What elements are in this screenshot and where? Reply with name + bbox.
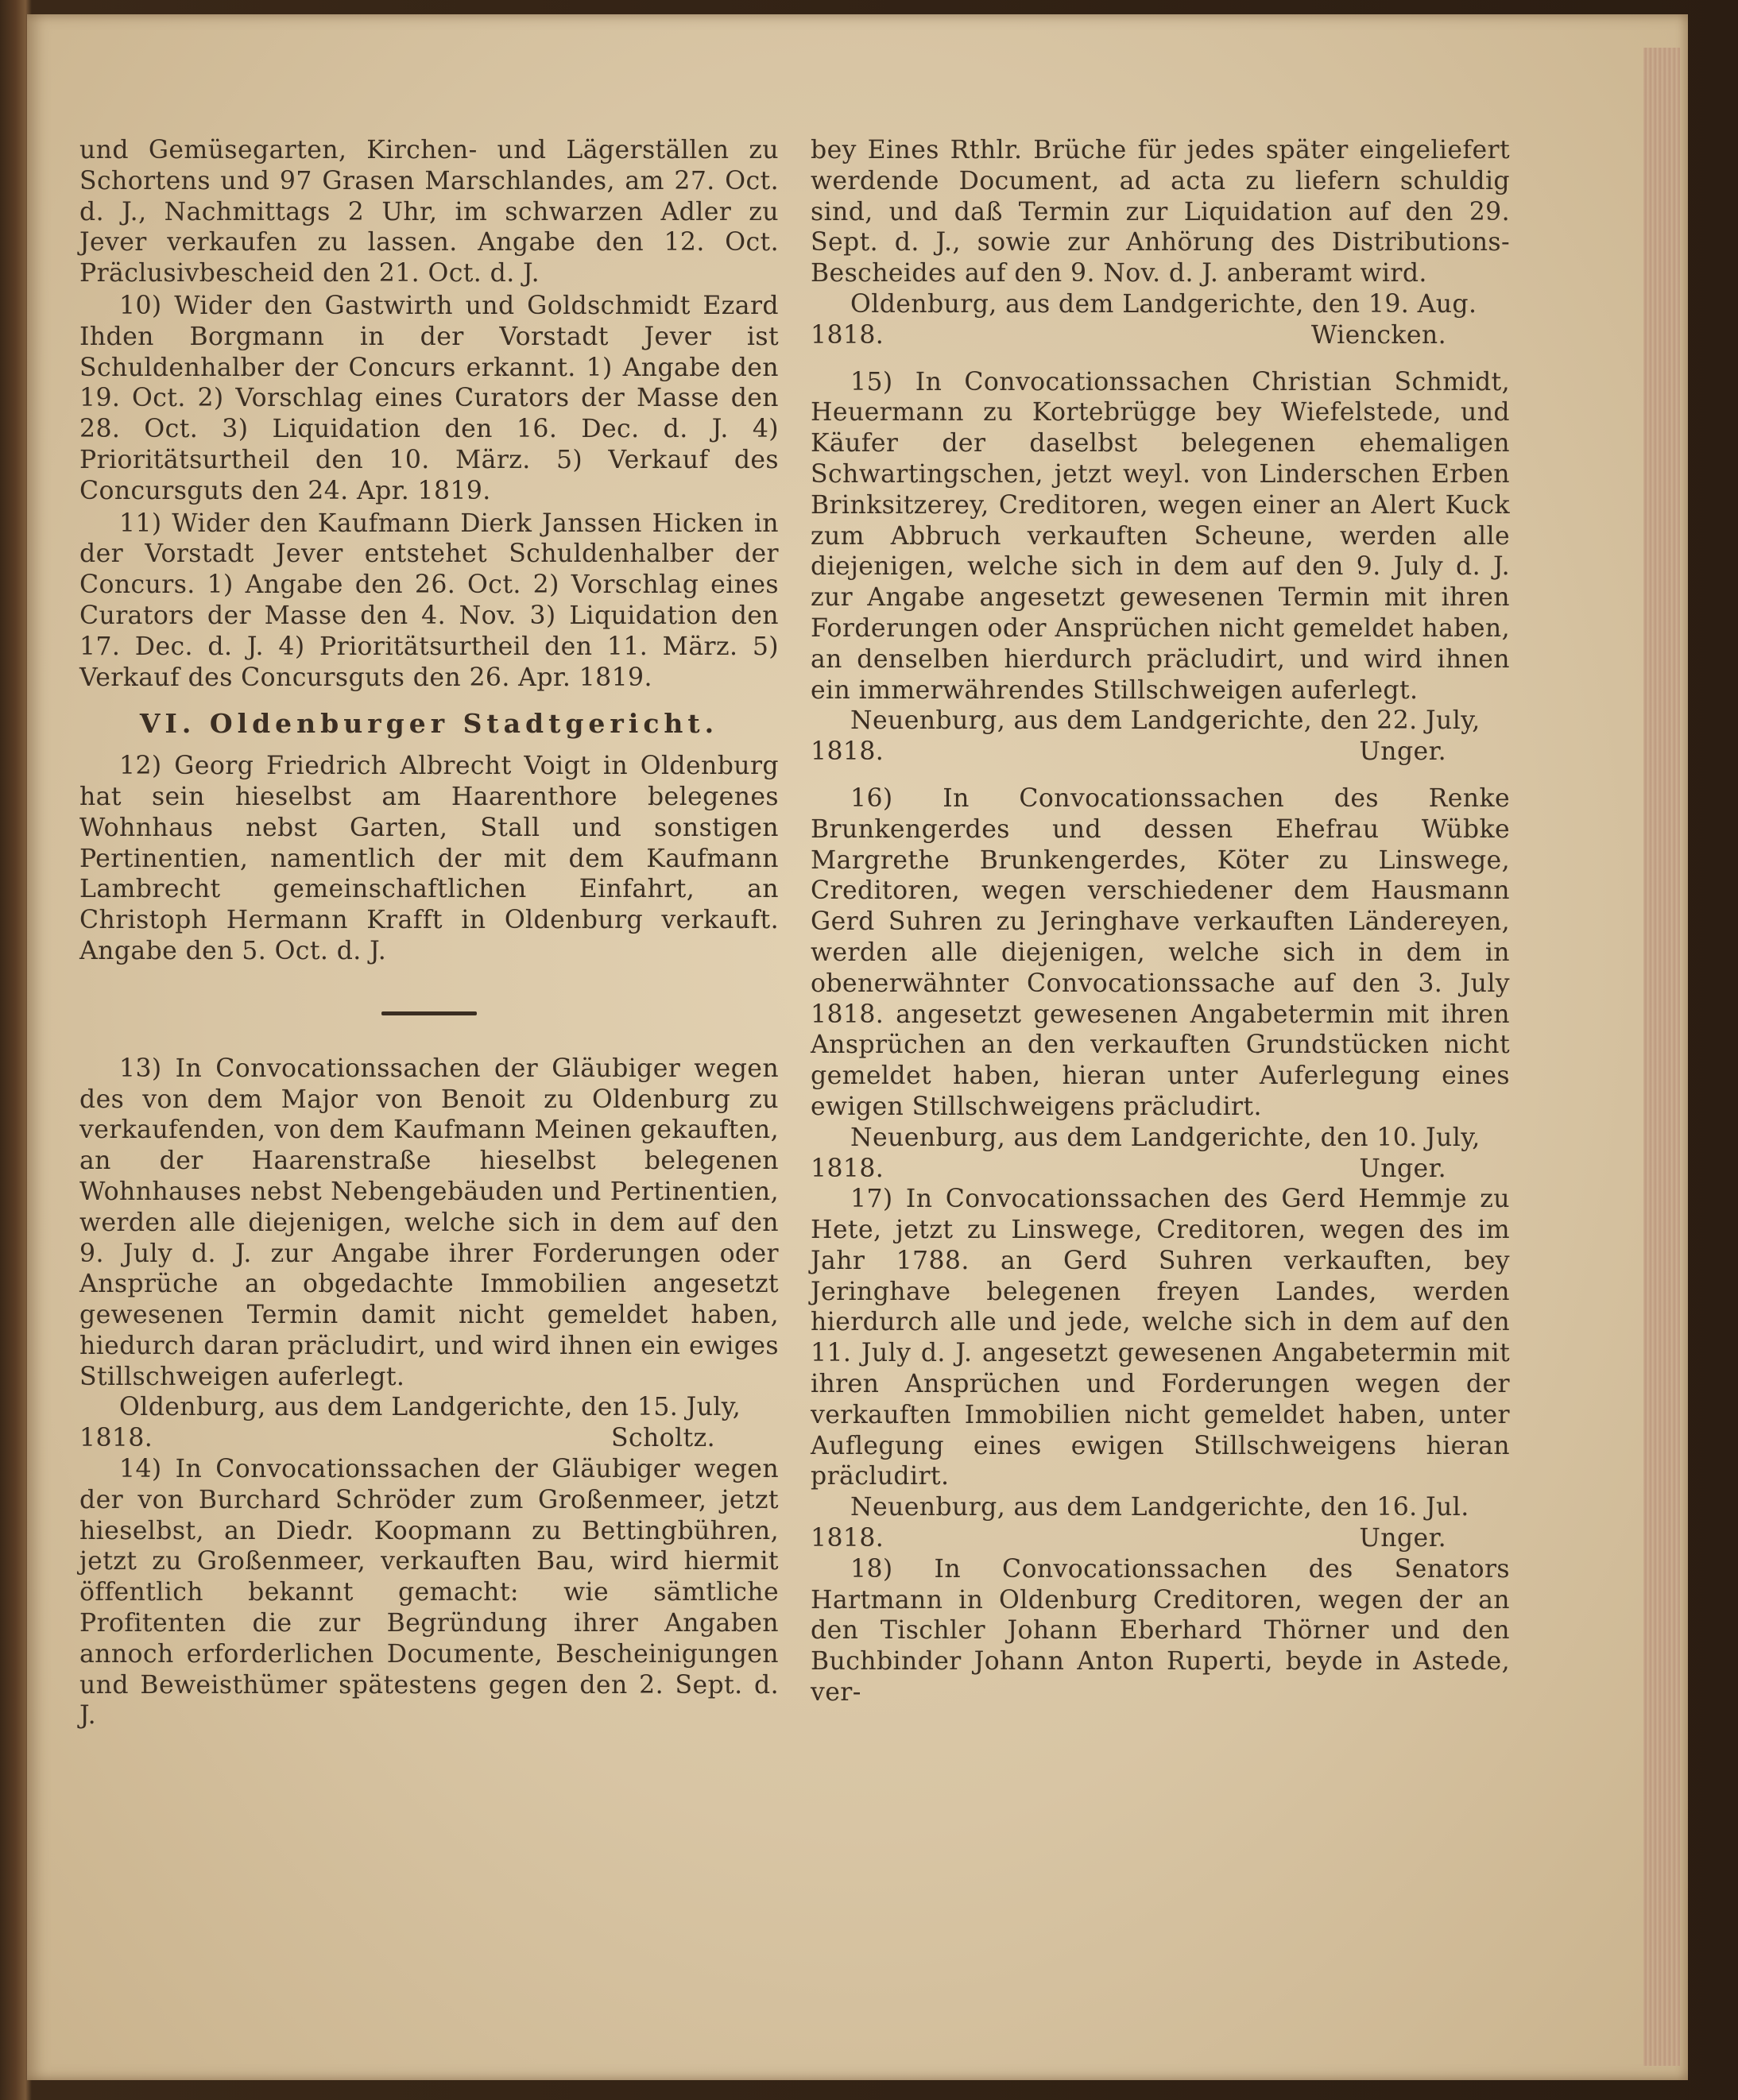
paragraph-15: 15) In Convocationssachen Christian Schmidt, Heuermann zu Kortebrügge bey Wiefelstede, und Käufer der daselbst belegenen ehemaligen Schwartingschen, jetzt weyl. von Linderschen Erben Brinksitzerey, Creditoren, wegen einer an Alert Kuck zum Abbruch verkauften Scheune, werden alle diejenigen, welche sich in dem auf den 9. July d. J. zur Angabe angesetzt gewesenen Termin mit ihren Forderungen oder Ansprüchen nicht gemeldet haben, an denselben hierdurch präcludirt, und wird ihnen ein immerwährendes Stillschweigen auferlegt. — [811, 367, 1510, 705]
signature-year-13: 1818. — [79, 1424, 153, 1453]
signature-place-15: Neuenburg, aus dem Landgerichte, den 22. July, — [850, 706, 1481, 736]
signature-name-14: Wiencken. — [1310, 320, 1446, 350]
paragraph-16: 16) In Convocationssachen des Renke Brunkengerdes und dessen Ehefrau Wübke Margrethe Brunkengerdes, Köter zu Linswege, Creditoren, wegen verschiedener dem Hausmann Gerd Suhren zu Jeringhave verkauften Ländereyen, werden alle diejenigen, welche sich in dem in obenerwähnter Convocationssache auf den 3. July 1818. angesetzt gewesenen Angabetermin mit ihren Ansprüchen an den verkauften Grundstücken nicht gemeldet haben, hieran unter Auferlegung eines ewigen Stillschweigens präcludirt. — [811, 783, 1510, 1121]
signature-place-14: Oldenburg, aus dem Landgerichte, den 19. Aug. — [850, 289, 1477, 319]
paragraph-17: 17) In Convocationssachen des Gerd Hemmje zu Hete, jetzt zu Linswege, Creditoren, wegen des im Jahr 1788. an Gerd Suhren verkauften, bey Jeringhave belegenen freyen Landes, werden hierdurch alle und jede, welche sich in dem auf den 11. July d. J. angesetzt gewesenen Angabetermin mit ihren Ansprüchen und Forderungen wegen der verkauften Immobilien nicht gemeldet haben, unter Auflegung eines ewigen Stillschweigens hieran präcludirt. — [811, 1185, 1510, 1491]
signature-year-16: 1818. — [811, 1154, 884, 1183]
paragraph-10: 10) Wider den Gastwirth und Goldschmidt Ezard Ihden Borgmann in der Vorstadt Jever ist Schuldenhalber der Concurs erkannt. 1) Angabe den 19. Oct. 2) Vorschlag eines Curators der Masse den 28. Oct. 3) Liquidation den 16. Dec. d. J. 4) Prioritätsurtheil den 10. März. 5) Verkauf des Concursguts den 24. Apr. 1819. — [79, 291, 779, 505]
signature-line-13 — [79, 1423, 779, 1454]
signature-line-15 — [811, 737, 1510, 768]
section-divider — [381, 1011, 477, 1015]
paragraph-12: 12) Georg Friedrich Albrecht Voigt in Oldenburg hat sein hieselbst am Haarenthore belegenes Wohnhaus nebst Garten, Stall und sonstigen Pertinentien, namentlich der mit dem Kaufmann Lambrecht gemeinschaftlichen Einfahrt, an Christoph Hermann Krafft in Oldenburg verkauft. Angabe den 5. Oct. d. J. — [79, 752, 779, 965]
right-column — [811, 135, 1510, 1708]
signature-place-17: Neuenburg, aus dem Landgerichte, den 16. Jul. — [850, 1493, 1469, 1522]
left-column — [79, 135, 779, 1731]
paragraph-18: 18) In Convocationssachen des Senators Hartmann in Oldenburg Creditoren, wegen der an den Tischler Johann Eberhard Thörner und den Buchbinder Johann Anton Ruperti, beyde in Astede, ver- — [811, 1554, 1510, 1707]
paragraph-14: 14) In Convocationssachen der Gläubiger wegen der von Burchard Schröder zum Großenmeer, jetzt hieselbst, an Diedr. Koopmann zu Bettingbühren, jetzt zu Großenmeer, verkauften Bau, wird hiermit öffentlich bekannt gemacht: wie sämtliche Profitenten die zur Begründung ihrer Angaben annoch erforderlichen Documente, Bescheinigungen und Beweisthümer spätestens gegen den 2. Sept. d. J. — [79, 1455, 779, 1731]
signature-line-14 — [811, 320, 1510, 351]
signature-line-16 — [811, 1154, 1510, 1185]
paragraph-13: 13) In Convocationssachen der Gläubiger wegen des von dem Major von Benoit zu Oldenburg zu verkaufenden, von dem Kaufmann Meinen gekauften, an der Haarenstraße hieselbst belegenen Wohnhauses nebst Nebengebäuden und Pertinentien, werden alle diejenigen, welche sich in dem auf den 9. July d. J. zur Angabe ihrer Forderungen oder Ansprüche an obgedachte Immobilien angesetzt gewesenen Termin damit nicht gemeldet haben, hiedurch daran präcludirt, und wird ihnen ein ewiges Stillschweigen auferlegt. — [79, 1054, 779, 1391]
spacer — [811, 768, 1510, 783]
signature-name-16: Unger. — [1359, 1154, 1446, 1183]
section-heading: VI. Oldenburger Stadtgericht. — [139, 708, 719, 740]
signature-place-16: Neuenburg, aus dem Landgerichte, den 10. July, — [850, 1123, 1481, 1152]
signature-year-17: 1818. — [811, 1524, 884, 1553]
signature-name-15: Unger. — [1359, 737, 1446, 767]
signature-place-13: Oldenburg, aus dem Landgerichte, den 15. July, — [119, 1393, 741, 1422]
signature-line-17 — [811, 1523, 1510, 1554]
paragraph-9-continuation: und Gemüsegarten, Kirchen- und Lägerställen zu Schortens und 97 Grasen Marschlandes, am 27. Oct. d. J., Nachmittags 2 Uhr, im schwarzen Adler zu Jever verkaufen zu lassen. Angabe den 12. Oct. Präclusivbescheid den 21. Oct. d. J. — [79, 136, 779, 288]
paragraph-14-continuation: bey Eines Rthlr. Brüche für jedes später eingeliefert werdende Document, ad acta zu liefern schuldig sind, und daß Termin zur Liquidation auf den 29. Sept. d. J., sowie zur Anhörung des Distributions-Bescheides auf den 9. Nov. d. J. anberamt wird. — [811, 136, 1510, 288]
spacer — [811, 351, 1510, 367]
signature-name-13: Scholtz. — [610, 1424, 715, 1453]
signature-name-17: Unger. — [1359, 1524, 1446, 1553]
signature-year-15: 1818. — [811, 737, 884, 767]
signature-year-14: 1818. — [811, 320, 884, 350]
paragraph-11: 11) Wider den Kaufmann Dierk Janssen Hicken in der Vorstadt Jever entstehet Schuldenhalber der Concurs. 1) Angabe den 26. Oct. 2) Vorschlag eines Curators der Masse den 4. Nov. 3) Liquidation den 17. Dec. d. J. 4) Prioritätsurtheil den 11. März. 5) Verkauf des Concursguts den 26. Apr. 1819. — [79, 509, 779, 692]
page-edge — [1643, 48, 1680, 2066]
